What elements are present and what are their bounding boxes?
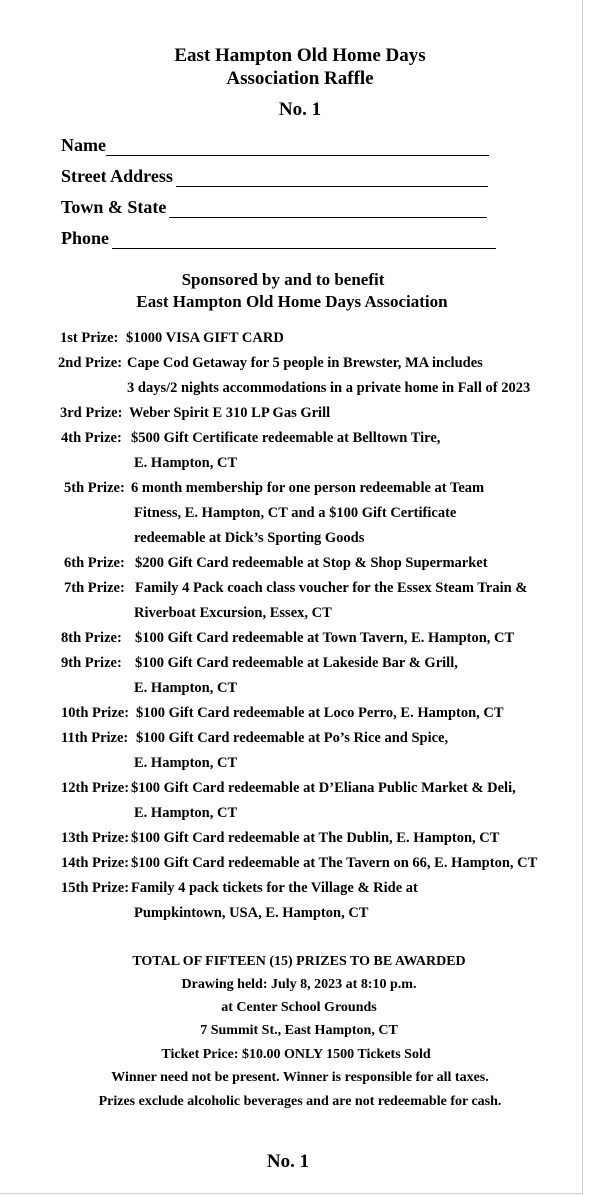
prize-description-line: Family 4 pack tickets for the Village & Ride at	[131, 880, 418, 896]
prize-label: 11th Prize:	[61, 730, 129, 746]
prize-label: 4th Prize:	[61, 430, 122, 446]
prize-label: 6th Prize:	[64, 555, 125, 571]
prize-description-line: $100 Gift Card redeemable at Lakeside Bar & Grill,	[135, 655, 458, 671]
prize-description-line: E. Hampton, CT	[134, 755, 238, 771]
prize-label: 2nd Prize:	[58, 355, 123, 371]
prize-description-line: $100 Gift Card redeemable at Po’s Rice and Spice,	[136, 730, 449, 746]
prize-description-line: E. Hampton, CT	[134, 455, 238, 471]
prize-description-line: Riverboat Excursion, Essex, CT	[134, 605, 332, 621]
prize-description-line: Fitness, E. Hampton, CT and a $100 Gift Certificate	[134, 505, 457, 521]
raffle-title-line-1: East Hampton Old Home Days	[174, 45, 426, 66]
footer-prize-exclusions: Prizes exclude alcoholic beverages and are not redeemable for cash.	[98, 1094, 502, 1109]
prize-description-line: 6 month membership for one person redeemable at Team	[131, 480, 485, 496]
name-label: Name	[61, 135, 106, 155]
prize-label: 7th Prize:	[64, 580, 125, 596]
footer-drawing-date: Drawing held: July 8, 2023 at 8:10 p.m.	[181, 977, 417, 992]
prize-label: 3rd Prize:	[60, 405, 123, 421]
town-state-field[interactable]	[61, 192, 487, 218]
sponsor-line-1: Sponsored by and to benefit	[181, 270, 385, 289]
prize-label: 12th Prize:	[61, 780, 130, 796]
footer-ticket-price: Ticket Price: $10.00 ONLY 1500 Tickets Sold	[161, 1047, 431, 1062]
prize-description-line: $1000 VISA GIFT CARD	[126, 330, 284, 346]
footer-total-prizes: TOTAL OF FIFTEEN (15) PRIZES TO BE AWARDED	[132, 954, 466, 969]
sponsor-line-2: East Hampton Old Home Days Association	[136, 292, 448, 311]
prize-label: 14th Prize:	[61, 855, 130, 871]
prize-label: 9th Prize:	[61, 655, 122, 671]
prize-description-line: Cape Cod Getaway for 5 people in Brewster, MA includes	[127, 355, 483, 371]
phone-blank-line[interactable]	[112, 229, 496, 249]
ticket-number-top: No. 1	[278, 99, 322, 120]
prize-label: 13th Prize:	[61, 830, 130, 846]
prize-label: 5th Prize:	[64, 480, 125, 496]
name-field[interactable]	[61, 130, 489, 156]
prize-description-line: Weber Spirit E 310 LP Gas Grill	[129, 405, 331, 421]
street-address-field[interactable]	[61, 161, 488, 187]
phone-field[interactable]	[61, 223, 496, 249]
name-blank-line[interactable]	[106, 136, 489, 156]
prize-description-line: $100 Gift Card redeemable at The Dublin, E. Hampton, CT	[131, 830, 500, 846]
phone-label: Phone	[61, 228, 110, 248]
prize-label: 10th Prize:	[61, 705, 130, 721]
prize-description-line: E. Hampton, CT	[134, 680, 238, 696]
prize-description-line: redeemable at Dick’s Sporting Goods	[134, 530, 365, 546]
prize-description-line: $100 Gift Card redeemable at The Tavern on 66, E. Hampton, CT	[131, 855, 538, 871]
prize-description-line: $100 Gift Card redeemable at Loco Perro, E. Hampton, CT	[136, 705, 504, 721]
town-state-blank-line[interactable]	[169, 198, 487, 218]
prize-description-line: $100 Gift Card redeemable at D’Eliana Public Market & Deli,	[131, 780, 516, 796]
prize-label: 8th Prize:	[61, 630, 122, 646]
prize-description-line: Family 4 Pack coach class voucher for the Essex Steam Train &	[135, 580, 528, 596]
prize-label: 1st Prize:	[60, 330, 119, 346]
raffle-title-line-2: Association Raffle	[226, 68, 374, 89]
street-address-label: Street Address	[61, 166, 173, 186]
town-state-label: Town & State	[61, 197, 167, 217]
prize-description-line: 3 days/2 nights accommodations in a private home in Fall of 2023	[127, 380, 531, 396]
footer-location: at Center School Grounds	[221, 1000, 377, 1015]
prize-description-line: Pumpkintown, USA, E. Hampton, CT	[134, 905, 369, 921]
prize-label: 15th Prize:	[61, 880, 130, 896]
prize-description-line: $200 Gift Card redeemable at Stop & Shop Supermarket	[135, 555, 488, 571]
ticket-number-bottom: No. 1	[266, 1151, 310, 1172]
page-bottom-edge	[0, 1193, 583, 1194]
footer-address: 7 Summit St., East Hampton, CT	[200, 1023, 398, 1038]
prize-description-line: $500 Gift Certificate redeemable at Belltown Tire,	[131, 430, 441, 446]
footer-winner-note: Winner need not be present. Winner is responsible for all taxes.	[111, 1070, 489, 1085]
street-address-blank-line[interactable]	[176, 167, 488, 187]
prize-description-line: $100 Gift Card redeemable at Town Tavern, E. Hampton, CT	[135, 630, 515, 646]
prize-description-line: E. Hampton, CT	[134, 805, 238, 821]
